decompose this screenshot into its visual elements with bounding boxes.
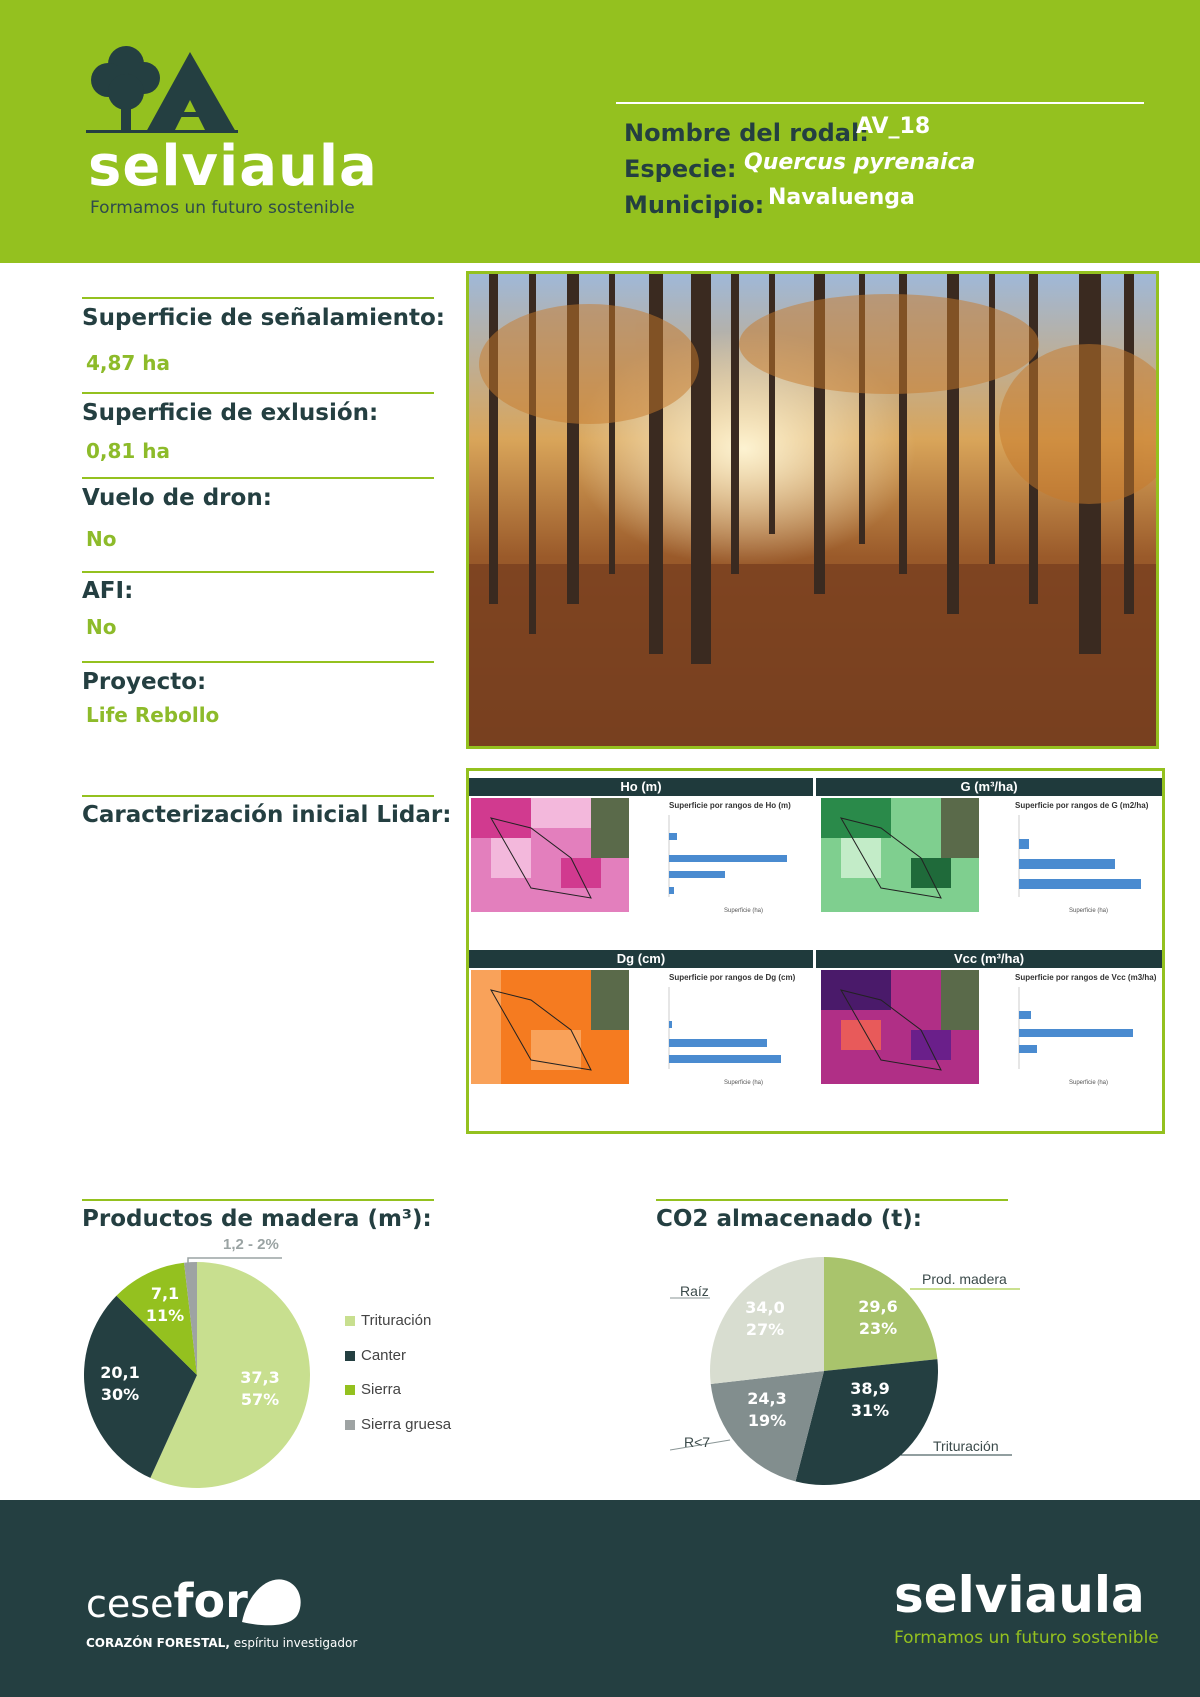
divider xyxy=(656,1199,1008,1201)
selviaula-logo-icon xyxy=(86,42,238,134)
bar xyxy=(669,887,674,894)
field-label-municipio: Municipio: xyxy=(624,191,765,219)
pie-value: 20,1 xyxy=(100,1363,140,1382)
legend-label: Sierra gruesa xyxy=(361,1416,452,1433)
cesefor-logo-a: cese xyxy=(86,1582,174,1626)
label-vuelo-dron: Vuelo de dron: xyxy=(82,485,272,511)
footer-brand-tagline: Formamos un futuro sostenible xyxy=(894,1628,1159,1648)
pie-value: 29,6 xyxy=(858,1297,898,1316)
pie-outside-label-sierra-gruesa: 1,2 - 2% xyxy=(223,1236,279,1253)
lidar-map-g xyxy=(821,798,979,912)
value-superficie-senalamiento: 4,87 ha xyxy=(86,351,171,375)
label-superficie-exclusion: Superficie de exlusión: xyxy=(82,400,379,426)
value-proyecto: Life Rebollo xyxy=(86,703,220,727)
legend-item-canter xyxy=(345,1347,406,1364)
pie-percent: 27% xyxy=(745,1320,785,1339)
bar xyxy=(1019,1029,1133,1037)
chart-title-productos: Productos de madera (m³): xyxy=(82,1206,432,1232)
lidar-chart-vcc xyxy=(1009,987,1159,1077)
divider xyxy=(82,571,434,573)
forest-photo xyxy=(466,271,1159,749)
pie-value: 38,9 xyxy=(850,1379,890,1398)
legend-item-trituracion xyxy=(345,1312,431,1329)
pie-leader-line xyxy=(186,1254,286,1274)
lidar-panel-title-vcc: Vcc (m³/ha) xyxy=(816,950,1162,968)
pie-label-canter xyxy=(85,1362,155,1406)
legend-label: Trituración xyxy=(361,1312,432,1329)
legend-item-sierra-gruesa xyxy=(345,1416,451,1433)
lidar-map-ho xyxy=(471,798,629,912)
lidar-axis-label-dg: Superficie (ha) xyxy=(724,1080,764,1086)
divider xyxy=(82,392,434,394)
bar xyxy=(1019,1045,1037,1053)
field-value-especie: Quercus pyrenaica xyxy=(744,150,976,175)
lidar-axis-label-g: Superficie (ha) xyxy=(1069,908,1109,914)
divider xyxy=(82,477,434,479)
pie-value: 34,0 xyxy=(745,1298,785,1317)
lidar-axis-label-vcc: Superficie (ha) xyxy=(1069,1080,1109,1086)
label-proyecto: Proyecto: xyxy=(82,669,207,695)
cesefor-logo-b: for xyxy=(173,1574,248,1628)
label-superficie-senalamiento: Superficie de señalamiento: xyxy=(82,305,445,331)
co2-leader-lines xyxy=(670,1280,1030,1460)
legend-swatch xyxy=(345,1385,355,1395)
lidar-map-vcc xyxy=(821,970,979,1084)
pie-percent: 11% xyxy=(145,1306,185,1325)
brand-tagline: Formamos un futuro sostenible xyxy=(90,198,355,218)
lidar-map-dg xyxy=(471,970,629,1084)
divider xyxy=(82,795,434,797)
bar xyxy=(1019,1011,1031,1019)
pie-percent: 23% xyxy=(858,1319,898,1338)
field-label-especie: Especie: xyxy=(624,155,737,183)
co2-callout-trituracion: Trituración xyxy=(933,1438,999,1454)
lidar-chart-title-dg: Superficie por rangos de Dg (cm) xyxy=(669,973,796,982)
legend-swatch xyxy=(345,1420,355,1430)
pie-label-sierra xyxy=(130,1283,200,1327)
bar xyxy=(1019,879,1141,889)
bar xyxy=(669,855,787,862)
co2-callout-r7: R<7 xyxy=(684,1434,711,1450)
value-afi: No xyxy=(86,615,117,639)
legend-swatch xyxy=(345,1351,355,1361)
footer xyxy=(0,1500,1200,1697)
pie-label-trituracion xyxy=(225,1367,295,1411)
lidar-panel xyxy=(466,768,1165,1134)
co2-callout-raiz: Raíz xyxy=(680,1283,709,1299)
lidar-chart-dg xyxy=(659,987,809,1077)
divider xyxy=(82,297,434,299)
pie-value: 7,1 xyxy=(150,1284,180,1303)
bar xyxy=(1019,859,1115,869)
lidar-axis-label-ho: Superficie (ha) xyxy=(724,908,764,914)
field-value-rodal: AV_18 xyxy=(856,114,931,139)
bar xyxy=(669,833,677,840)
header-divider xyxy=(616,102,1144,104)
bar xyxy=(669,1039,767,1047)
legend-label: Canter xyxy=(361,1347,407,1364)
legend-swatch xyxy=(345,1316,355,1326)
value-vuelo-dron: No xyxy=(86,527,117,551)
pie-percent: 30% xyxy=(100,1385,140,1404)
legend-item-sierra xyxy=(345,1381,401,1398)
footer-brand-name: selviaula xyxy=(894,1566,1145,1624)
pie-percent: 57% xyxy=(240,1390,280,1409)
field-label-rodal: Nombre del rodal: xyxy=(624,119,869,147)
lidar-chart-ho xyxy=(659,815,809,905)
cesefor-leaf-icon xyxy=(238,1572,308,1628)
lidar-panel-title-g: G (m³/ha) xyxy=(816,778,1162,796)
pie-value: 24,3 xyxy=(747,1389,787,1408)
bar xyxy=(669,871,725,878)
cesefor-logo xyxy=(86,1574,248,1628)
label-lidar: Caracterización inicial Lidar: xyxy=(82,802,452,828)
value-superficie-exclusion: 0,81 ha xyxy=(86,439,171,463)
co2-callout-prod-madera: Prod. madera xyxy=(922,1271,1007,1287)
cesefor-tagline-bold: CORAZÓN FORESTAL, xyxy=(86,1636,230,1650)
cesefor-tagline-rest: espíritu investigador xyxy=(229,1636,358,1650)
brand-name: selviaula xyxy=(88,134,378,199)
label-afi: AFI: xyxy=(82,578,134,604)
field-value-municipio: Navaluenga xyxy=(768,185,915,210)
bar xyxy=(669,1021,672,1028)
lidar-chart-title-vcc: Superficie por rangos de Vcc (m3/ha) xyxy=(1015,973,1157,982)
divider xyxy=(82,1199,434,1201)
legend-label: Sierra xyxy=(361,1381,402,1398)
pie-value: 37,3 xyxy=(240,1368,280,1387)
lidar-chart-g xyxy=(1009,815,1159,905)
cesefor-tagline xyxy=(86,1636,357,1650)
lidar-chart-title-ho: Superficie por rangos de Ho (m) xyxy=(669,801,791,810)
pie-percent: 19% xyxy=(747,1411,787,1430)
lidar-panel-title-dg: Dg (cm) xyxy=(469,950,813,968)
forest-photo-image xyxy=(469,274,1156,746)
bar xyxy=(1019,839,1029,849)
pie-percent: 31% xyxy=(850,1401,890,1420)
lidar-panel-title-ho: Ho (m) xyxy=(469,778,813,796)
divider xyxy=(82,661,434,663)
bar xyxy=(669,1055,781,1063)
chart-title-co2: CO2 almacenado (t): xyxy=(656,1206,922,1232)
lidar-chart-title-g: Superficie por rangos de G (m2/ha) xyxy=(1015,801,1149,810)
header-banner xyxy=(0,0,1200,263)
